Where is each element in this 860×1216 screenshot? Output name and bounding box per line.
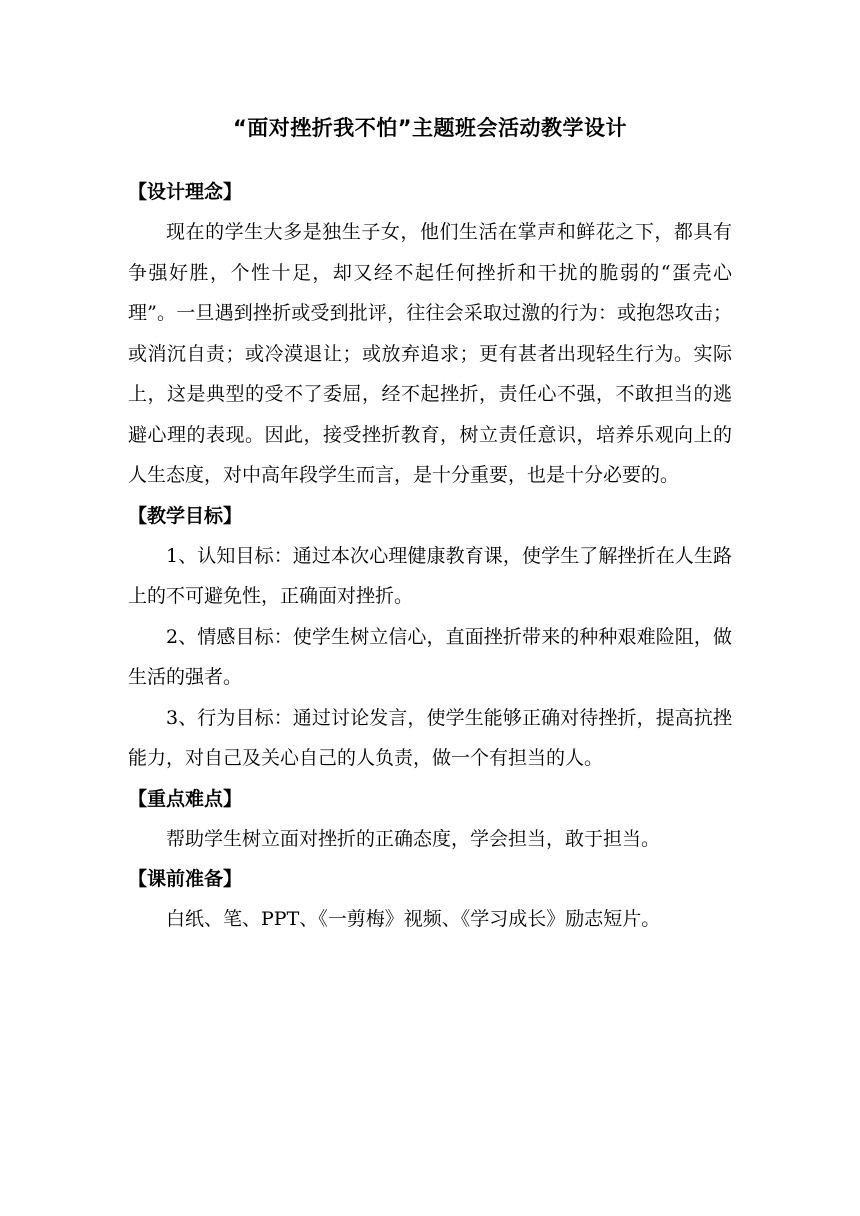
paragraph: 2、情感目标：使学生树立信心，直面挫折带来的种种艰难险阻，做生活的强者。 bbox=[128, 625, 732, 688]
paragraph: 3、行为目标：通过讨论发言，使学生能够正确对待挫折，提高抗挫能力，对自己及关心自己的人负责，做一个有担当的人。 bbox=[128, 706, 732, 769]
document-body bbox=[128, 172, 732, 940]
section-key-difficulties bbox=[128, 779, 732, 860]
section-heading: 【课前准备】 bbox=[128, 868, 243, 890]
section-teaching-goals bbox=[128, 496, 732, 779]
section-heading: 【重点难点】 bbox=[128, 787, 243, 810]
paragraph: 白纸、笔、PPT、《一剪梅》视频、《学习成长》励志短片。 bbox=[166, 908, 661, 930]
section-heading: 【教学目标】 bbox=[128, 504, 243, 527]
paragraph: 现在的学生大多是独生子女，他们生活在掌声和鲜花之下，都具有争强好胜，个性十足，却又经不起任何挫折和干扰的脆弱的“蛋壳心理”。一旦遇到挫折或受到批评，往往会采取过激的行为：或抱怨攻击；或消沉自责；或冷漠退让；或放弃追求；更有甚者出现轻生行为。实际上，这是典型的受不了委屈，经不起挫折，责任心不强，不敢担当的逃避心理的表现。因此，接受挫折教育，树立责任意识，培养乐观向上的人生态度，对中高年段学生而言，是十分重要，也是十分必要的。 bbox=[128, 221, 732, 486]
paragraph: 帮助学生树立面对挫折的正确态度，学会担当，敢于担当。 bbox=[166, 827, 661, 850]
section-design-concept bbox=[128, 172, 732, 496]
paragraph: 1、认知目标：通过本次心理健康教育课，使学生了解挫折在人生路上的不可避免性，正确面对挫折。 bbox=[128, 544, 732, 607]
document-title: “面对挫折我不怕”主题班会活动教学设计 bbox=[232, 116, 628, 140]
section-preparation bbox=[128, 859, 732, 940]
section-heading: 【设计理念】 bbox=[128, 181, 243, 203]
